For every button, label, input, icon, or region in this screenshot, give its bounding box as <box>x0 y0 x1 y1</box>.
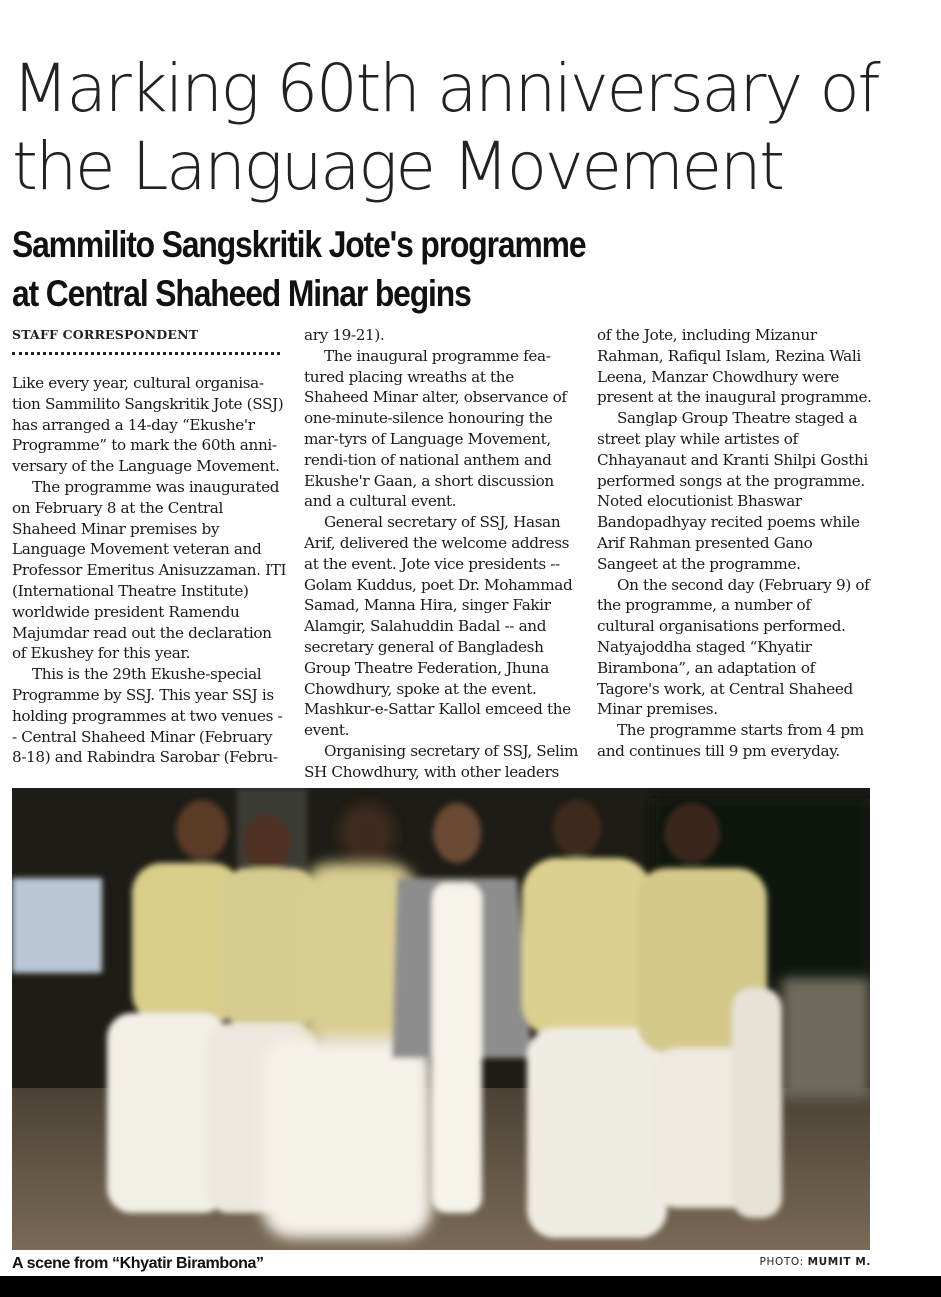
paragraph: This is the 29th Ekushe-special Programme by SSJ. This year SSJ is holding programmes at two venues -- Central Shaheed Minar (February 8-18) and Rabindra Sarobar (Febru- <box>12 665 283 767</box>
photo-caption: A scene from “Khyatir Birambona” <box>12 1255 264 1272</box>
paragraph: Sanglap Group Theatre staged a street play while artistes of Chhayanaut and Kranti Shilpi Gosthi performed songs at the programme. Noted elocutionist Bhaswar Bandopadhyay recited poems while Arif Rahman presented Gano Sangeet at the programme. <box>597 409 868 573</box>
paragraph: The inaugural programme fea-tured placing wreaths at the Shaheed Minar alter, observance of one-minute-silence honouring the mar-tyrs of Language Movement, rendi-tion of national anthem and Ekushe'r Gaan, a short discussion and a cultural event. <box>304 346 567 511</box>
paragraph: of the Jote, including Mizanur Rahman, Rafiqul Islam, Rezina Wali Leena, Manzar Chowdhury were present at the inaugural programme. <box>597 326 872 407</box>
byline: STAFF CORRESPONDENT <box>12 327 199 342</box>
paragraph: On the second day (February 9) of the programme, a number of cultural organisations performed. Natyajoddha staged “Khyatir Birambona”, an adaptation of Tagore's work, at Central Shaheed Minar premises. <box>597 575 870 719</box>
photo-credit <box>760 1256 871 1268</box>
paragraph: Like every year, cultural organisa-tion Sammilito Sangskritik Jote (SSJ) has arranged a 14-day “Ekushe'r Programme” to mark the 60th anni-versary of the Language Movement. <box>12 374 284 476</box>
headline <box>12 50 912 206</box>
article-column-2 <box>304 325 579 783</box>
subhead-rest: programme <box>412 224 586 265</box>
article-column-1 <box>12 325 287 768</box>
headline-line-1: Marking 60th anniversary of <box>12 50 879 127</box>
paragraph: General secretary of SSJ, Hasan Arif, delivered the welcome address at the event. Jote vice presidents -- Golam Kuddus, poet Dr. Mohammad Samad, Manna Hira, singer Fakir Alamgir, Salahuddin Badal -- and secretary general of Bangladesh Group Theatre Federation, Jhuna Chowdhury, spoke at the event. Mashkur-e-Sattar Kallol emceed the event. <box>304 513 573 740</box>
subheadline <box>12 220 906 318</box>
photo-credit-label: PHOTO: <box>759 1256 808 1268</box>
photo-credit-name: MUMIT M. <box>807 1256 871 1268</box>
byline-divider <box>12 352 280 355</box>
paragraph: Organising secretary of SSJ, Selim SH Chowdhury, with other leaders <box>304 741 579 781</box>
headline-line-2: the Language Movement <box>12 128 783 205</box>
paragraph: The programme starts from 4 pm and continues till 9 pm everyday. <box>597 721 864 760</box>
article-column-3 <box>597 325 872 762</box>
paragraph: ary 19-21). <box>304 326 385 344</box>
paragraph: The programme was inaugurated on February 8 at the Central Shaheed Minar premises by Language Movement veteran and Professor Emeritus Anisuzzaman. ITI (International Theatre Institute) worldwide president Ramendu Majumdar read out the declaration of Ekushey for this year. <box>12 477 287 663</box>
subhead-line-2: at Central Shaheed Minar begins <box>12 273 471 314</box>
page-bottom-bar <box>0 1276 941 1297</box>
subhead-bold: Sammilito Sangskritik Jote's <box>12 224 413 265</box>
performance-photo-illustration <box>12 788 870 1250</box>
performance-photo <box>12 788 870 1250</box>
